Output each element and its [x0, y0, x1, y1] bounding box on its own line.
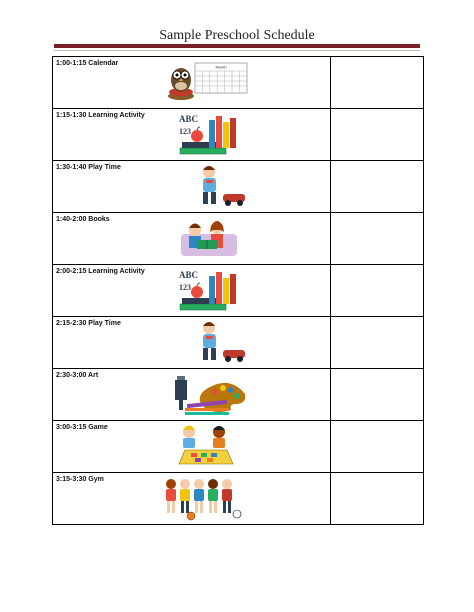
child-toy-car-icon [179, 320, 275, 366]
number-digits: 123 [179, 283, 191, 292]
activity-cell [53, 369, 331, 421]
abc-books-apple-icon [175, 112, 271, 158]
notes-cell [331, 473, 424, 525]
activity-label: 2:00-2:15 Learning Activity [56, 268, 145, 275]
activity-cell [53, 265, 331, 317]
notes-cell [331, 421, 424, 473]
table-row [53, 57, 424, 109]
notes-cell [331, 317, 424, 369]
table-row [53, 109, 424, 161]
art-supplies-palette-icon [165, 372, 261, 418]
children-reading-icon [175, 216, 271, 262]
notes-cell [331, 369, 424, 421]
abc-letters: ABC [179, 270, 199, 280]
activity-label: 2:15-2:30 Play Time [56, 320, 121, 327]
activity-cell [53, 317, 331, 369]
activity-label: 1:30-1:40 Play Time [56, 164, 121, 171]
title-divider [54, 44, 420, 48]
activity-cell [53, 421, 331, 473]
activity-label: 1:00-1:15 Calendar [56, 60, 119, 67]
owl-calendar-icon [165, 60, 261, 106]
children-sports-icon [161, 476, 257, 522]
number-digits: 123 [179, 127, 191, 136]
title-divider-thin [54, 50, 420, 51]
activity-label: 3:15-3:30 Gym [56, 476, 104, 483]
document-title: Sample Preschool Schedule [159, 28, 315, 43]
activity-label: 2:30-3:00 Art [56, 372, 99, 379]
activity-cell [53, 57, 331, 109]
notes-cell [331, 161, 424, 213]
calendar-heading: Month [215, 64, 227, 70]
abc-letters: ABC [179, 114, 199, 124]
activity-label: 3:00-3:15 Game [56, 424, 108, 431]
table-row [53, 161, 424, 213]
notes-cell [331, 265, 424, 317]
activity-cell [53, 161, 331, 213]
abc-books-apple-icon [175, 268, 271, 314]
table-row [53, 421, 424, 473]
notes-cell [331, 213, 424, 265]
children-board-game-icon [175, 424, 271, 470]
activity-label: 1:40-2:00 Books [56, 216, 110, 223]
activity-cell [53, 109, 331, 161]
table-row [53, 213, 424, 265]
table-row [53, 265, 424, 317]
activity-label: 1:15-1:30 Learning Activity [56, 112, 145, 119]
activity-cell [53, 473, 331, 525]
table-row [53, 317, 424, 369]
schedule-table [52, 56, 424, 525]
child-toy-car-icon [179, 164, 275, 210]
activity-cell [53, 213, 331, 265]
notes-cell [331, 109, 424, 161]
table-row [53, 369, 424, 421]
table-row [53, 473, 424, 525]
notes-cell [331, 57, 424, 109]
